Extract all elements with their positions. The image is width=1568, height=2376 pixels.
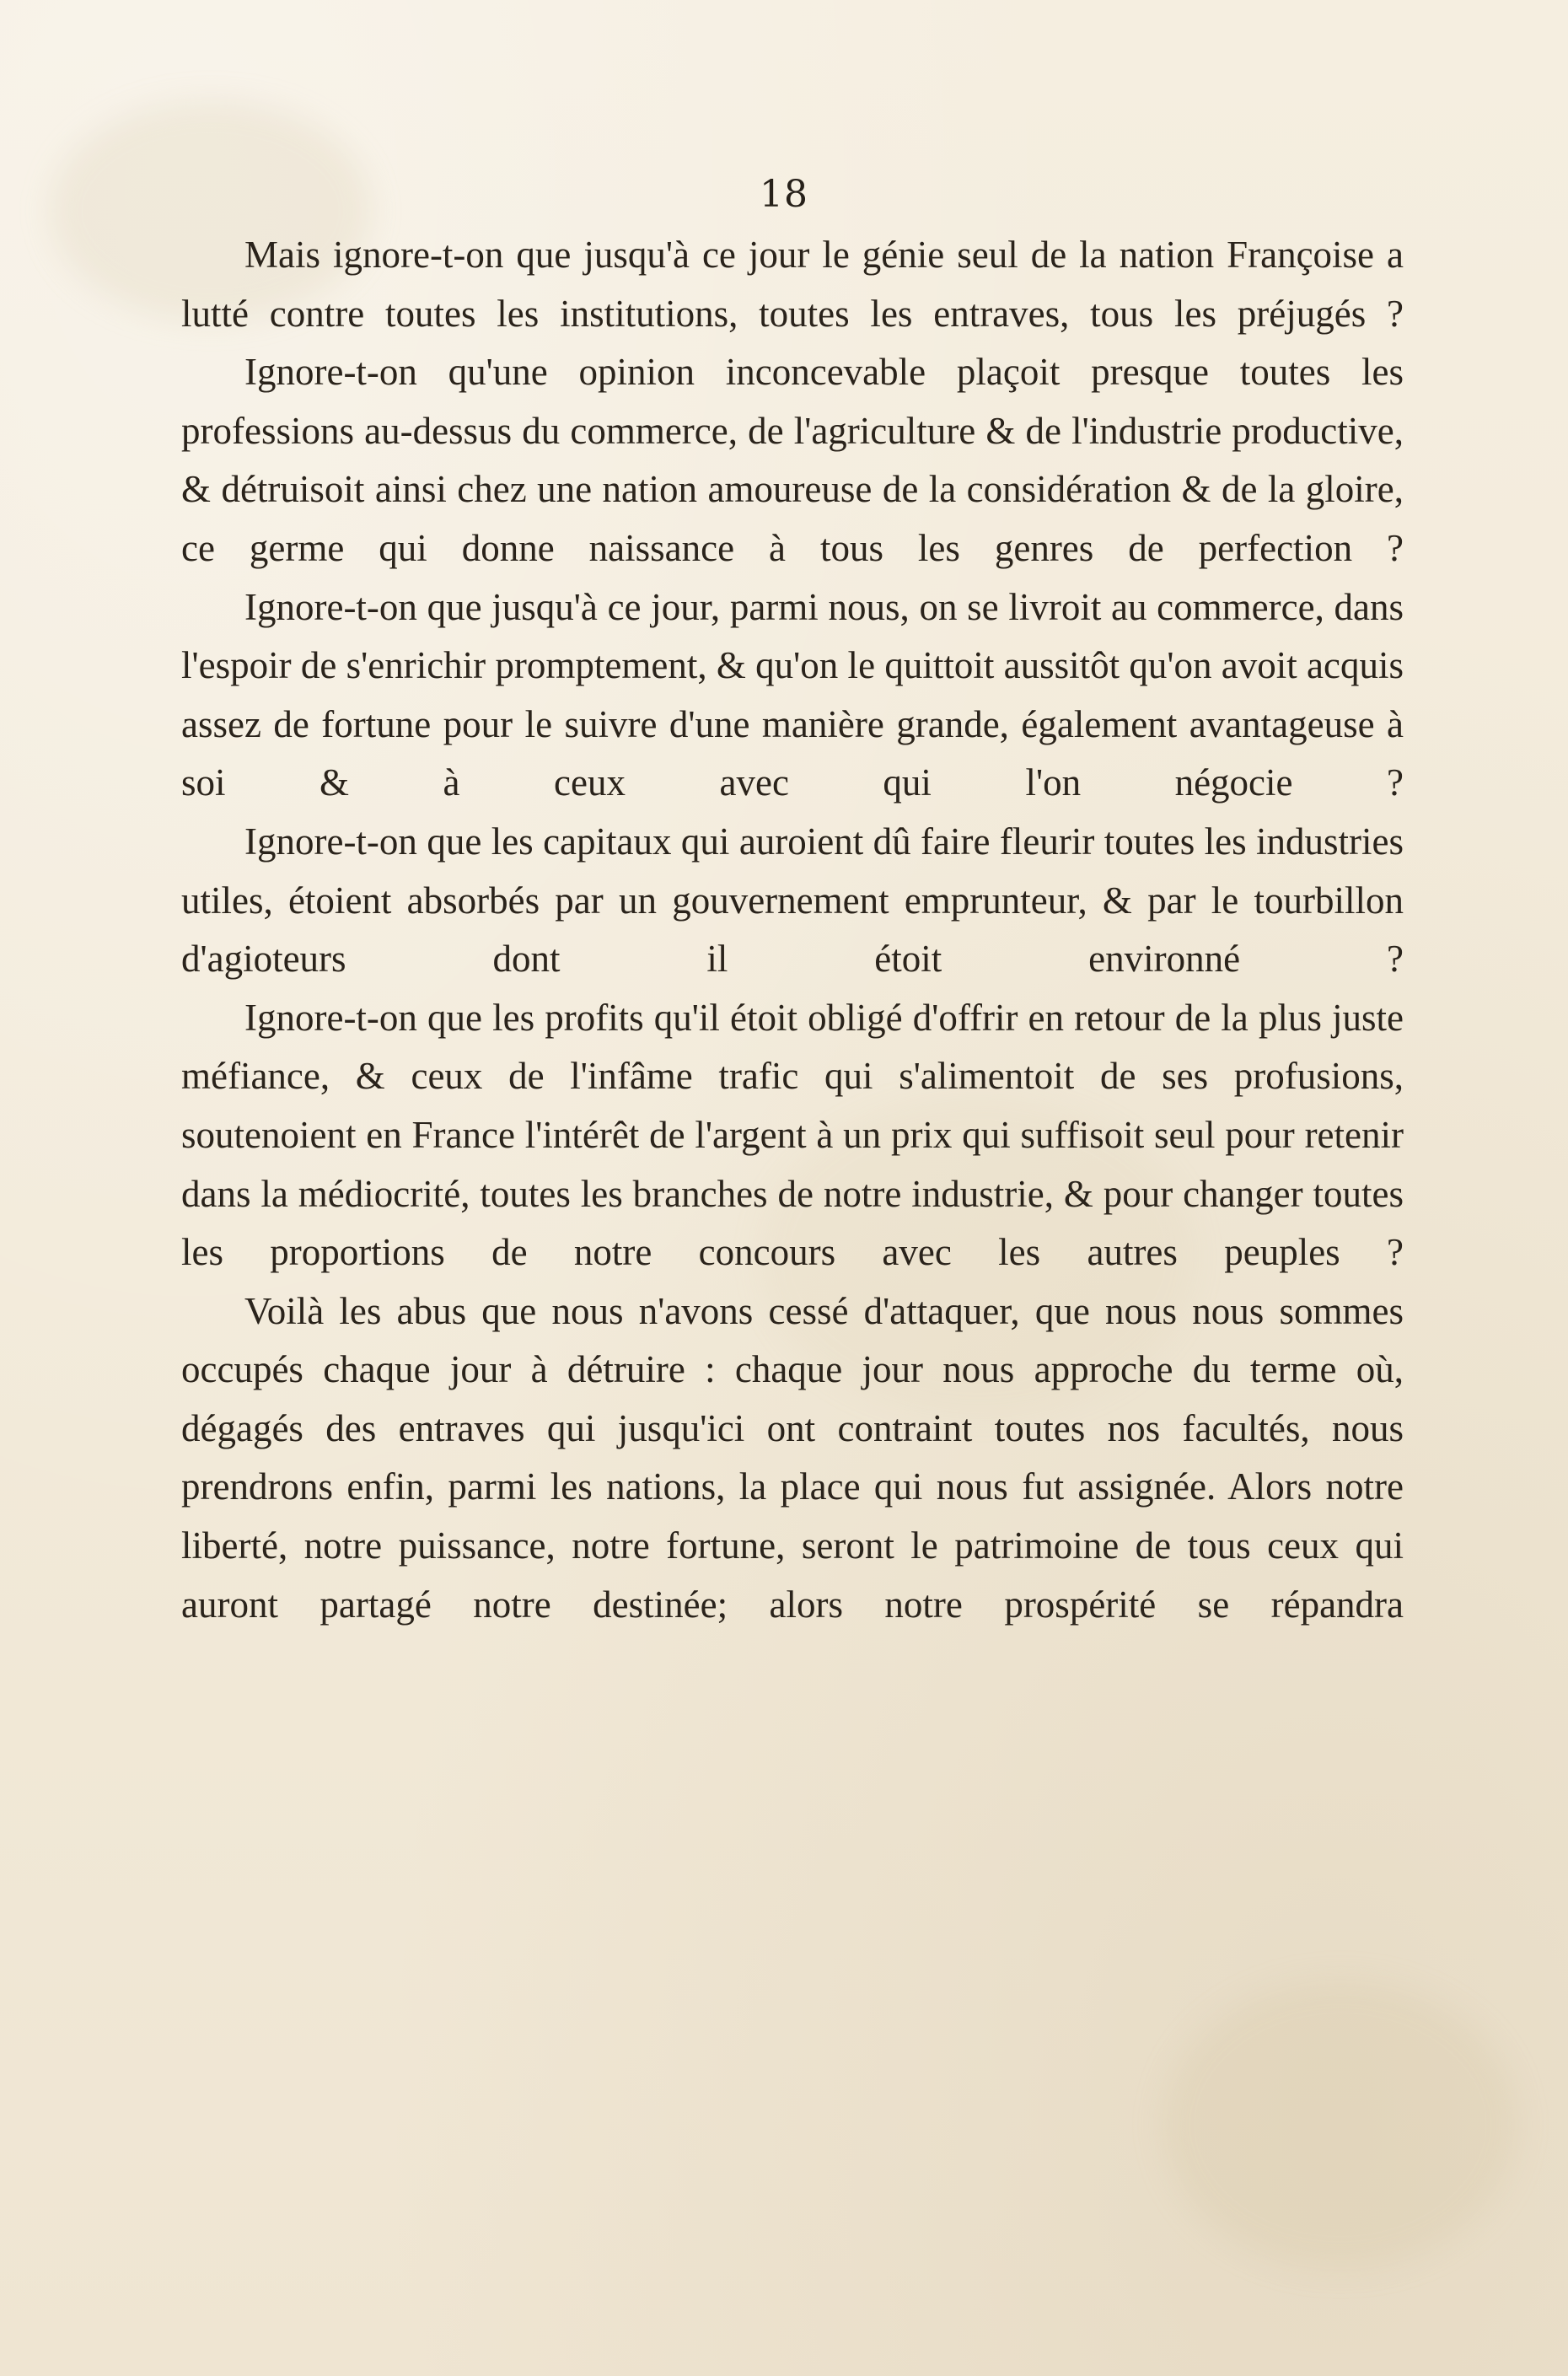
paragraph-6: Voilà les abus que nous n'avons cessé d'attaquer, que nous nous sommes occupés chaque jour à détruire : chaque jour nous approche du terme où, dégagés des entraves qui jusqu'ici ont contraint toutes nos facultés, nous prendrons enfin, parmi les nations, la place qui nous fut assignée. Alors notre liberté, notre puissance, notre fortune, seront le patrimoine de tous ceux qui auront partagé notre destinée; alors notre prospérité se répandra xyxy=(181,1289,1404,1626)
paragraph-4: Ignore-t-on que les capitaux qui auroient dû faire fleurir toutes les industries utiles, étoient absorbés par un gouvernement emprunteur, & par le tourbillon d'agioteurs dont il étoit environné ? xyxy=(181,820,1404,981)
paragraph-5: Ignore-t-on que les profits qu'il étoit obligé d'offrir en retour de la plus juste méfiance, & ceux de l'infâme trafic qui s'alimentoit de ses profusions, soutenoient en France l'intérêt de l'argent à un prix qui suffisoit seul pour retenir dans la médiocrité, toutes les branches de notre industrie, & pour changer toutes les proportions de notre concours avec les autres peuples ? xyxy=(181,996,1404,1274)
paragraph-1: Mais ignore-t-on que jusqu'à ce jour le génie seul de la nation Françoise a lutté contre toutes les institutions, toutes les entraves, tous les préjugés ? xyxy=(181,234,1404,335)
body-text xyxy=(181,226,1404,1634)
page-number: 18 xyxy=(760,173,808,216)
paragraph-3: Ignore-t-on que jusqu'à ce jour, parmi nous, on se livroit au commerce, dans l'espoir de s'enrichir promptement, & qu'on le quittoit aussitôt qu'on avoit acquis assez de fortune pour le suivre d'une manière grande, également avantageuse à soi & à ceux avec qui l'on négocie ? xyxy=(181,585,1404,804)
paragraph-2: Ignore-t-on qu'une opinion inconcevable plaçoit presque toutes les professions au-dessus du commerce, de l'agriculture & de l'industrie productive, & détruisoit ainsi chez une nation amoureuse de la considération & de la gloire, ce germe qui donne naissance à tous les genres de perfection ? xyxy=(181,351,1404,569)
paper-stain xyxy=(1163,1981,1517,2268)
